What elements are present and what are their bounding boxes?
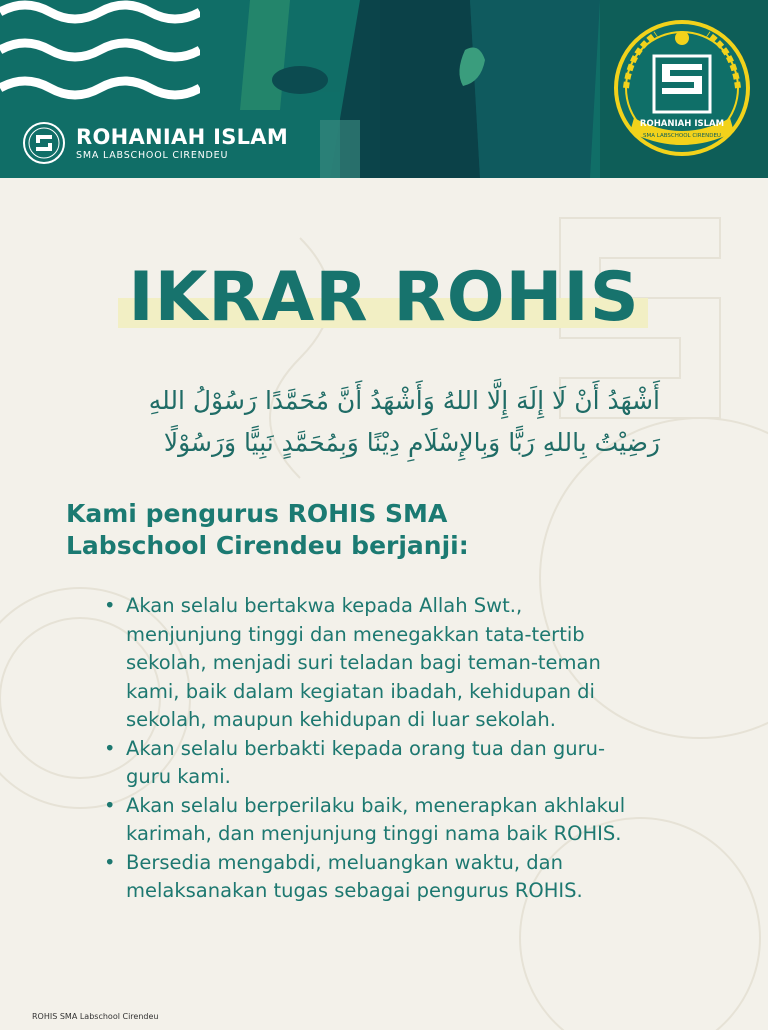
brand-title: ROHANIAH ISLAM	[76, 124, 289, 149]
pledge-intro-line: Labschool Cirendeu berjanji:	[66, 531, 469, 560]
pledge-line: • Bersedia mengabdi, meluangkan waktu, dan	[126, 850, 563, 874]
arabic-shahada	[100, 380, 660, 464]
pledge-line: sekolah, maupun kehidupan di luar sekolah.	[126, 708, 556, 731]
pledge-line: • Akan selalu berbakti kepada orang tua dan guru-	[126, 736, 606, 760]
pledge-item	[104, 849, 694, 906]
pledge-line: kami, baik dalam kegiatan ibadah, kehidupan di	[126, 679, 595, 703]
pledge-line: sekolah, menjadi suri teladan bagi teman-teman	[126, 651, 601, 674]
wave-pattern-icon	[0, 0, 200, 110]
footer-credit: ROHIS SMA Labschool Cirendeu	[32, 1012, 159, 1021]
title-block	[0, 258, 768, 338]
emblem-subtitle: SMA LABSCHOOL CIRENDEU	[643, 133, 721, 139]
pledge-item	[104, 735, 694, 792]
rohis-emblem-logo	[612, 18, 752, 158]
pledge-intro-line: Kami pengurus ROHIS SMA	[66, 499, 448, 528]
page-title: IKRAR ROHIS	[128, 258, 640, 337]
pledge-item	[104, 792, 694, 849]
brand-subtitle: SMA LABSCHOOL CIRENDEU	[76, 149, 229, 161]
pledge-line: melaksanakan tugas sebagai pengurus ROHIS.	[126, 879, 583, 902]
arabic-line-1: أَشْهَدُ أَنْ لَا إِلَهَ إِلَّا اللهُ وَأَشْهَدُ أَنَّ مُحَمَّدًا رَسُوْلُ اللهِ	[148, 386, 660, 415]
pledge-item	[104, 592, 694, 735]
rohis-logo-icon	[22, 121, 66, 165]
emblem-title: ROHANIAH ISLAM	[639, 119, 725, 129]
pledge-line: guru kami.	[126, 765, 231, 788]
pledge-list	[104, 592, 694, 906]
pledge-line: • Akan selalu berperilaku baik, menerapkan akhlakul	[126, 793, 626, 817]
arabic-line-2: رَضِيْتُ بِاللهِ رَبًّا وَبِالإِسْلَامِ دِيْنًا وَبِمُحَمَّدٍ نَبِيًّا وَرَسُوْلًا	[163, 428, 660, 457]
header-banner	[0, 0, 768, 178]
pledge-line: karimah, dan menjunjung tinggi nama baik ROHIS.	[126, 822, 622, 845]
pledge-line: • Akan selalu bertakwa kepada Allah Swt.,	[126, 594, 523, 617]
pledge-line: menjunjung tinggi dan menegakkan tata-tertib	[126, 622, 585, 646]
pledge-intro	[66, 498, 586, 562]
brand	[22, 120, 288, 166]
